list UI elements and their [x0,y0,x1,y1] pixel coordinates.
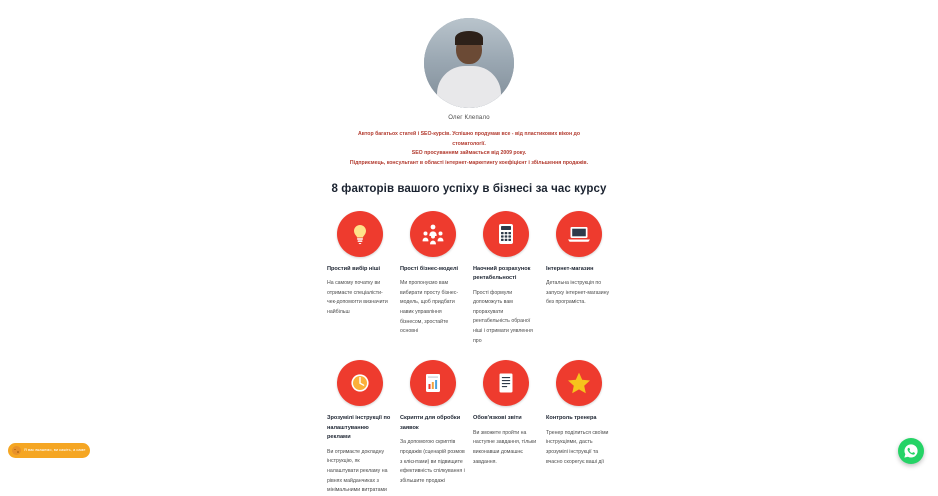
feature-title: Простий вибір ніші [327,265,381,272]
cookie-consent-banner[interactable] [8,443,90,458]
feature-item [473,360,538,496]
feature-title: Обов'язкові звіти [473,415,522,422]
profile-bio-line: Автор багатьох статей і SEO-курсів. Успішно продумав все - від пластикових вікон до стоматології. [357,131,581,147]
feature-item [400,211,465,347]
feature-text: Ви отримаєте докладну інструкцію, як налаштувати рекламу на рівнях майданчиках з мінімальними витратами [327,448,388,494]
clock-money-icon [337,360,383,406]
feature-item [473,211,538,347]
feature-item [327,360,392,496]
whatsapp-chat-button[interactable] [898,438,924,464]
profile-bio-line: Підприємець, консультант в області інтернет-маркетингу коефіцієнт і збільшення продажів. [349,159,589,166]
feature-item [327,211,392,347]
features-grid [313,211,625,496]
people-group-icon [410,211,456,257]
feature-item [546,360,611,496]
feature-title: Інтернет-магазин [546,265,594,272]
feature-item [400,360,465,496]
feature-text: На самому початку ви отримаєте спеціалісти-чек-допомогти визначити найбільш [327,280,388,315]
profile-bio [344,130,594,169]
calculator-icon [483,211,529,257]
profile-section [313,0,625,169]
avatar-hair-shape [455,31,483,45]
feature-text: Ви зможете пройти на наступне завдання, тільки виконавши домашнє завдання. [473,429,537,465]
feature-title: Контроль тренера [546,415,597,422]
star-icon [556,360,602,406]
whatsapp-icon [903,443,919,459]
feature-title: Наочний розрахунок рентабельності [473,265,531,281]
feature-text: Ми пропонуємо вам вибирати просту бізнес-модель, щоб придбати навик управління бізнесом, зростайте основні [400,280,459,335]
profile-name: Олег Клепало [448,115,490,121]
cookie-consent-text: Я вас вкажемо, ви кажіть, а саме [24,447,86,453]
feature-title: Прості бізнес-моделі [400,265,459,272]
page-content-column [313,0,625,494]
laptop-icon [556,211,602,257]
feature-text: Детальна інструкція по запуску інтернет-магазину без програміста. [546,280,610,306]
page-title: 8 факторів вашого успіху в бізнесі за час курсу [331,182,607,195]
chart-document-icon [410,360,456,406]
feature-title: Скрипти для обробки заявок [400,415,461,431]
lightbulb-icon [337,211,383,257]
feature-item [546,211,611,347]
report-icon [483,360,529,406]
profile-bio-line: SEO просуванням займається від 2009 року. [411,150,527,157]
avatar [424,18,514,108]
feature-text: За допомогою скриптів продажів (сценарій розмов з клієнтами) ви підвищите ефективність спілкування і збільшите продажі [400,439,465,484]
feature-title: Зрозумілі інструкції по налаштуванню реклами [327,415,391,441]
feature-text: Прості формули допоможуть вам прорахувати рентабельність обраної ніші і отримати уявлення про [473,289,533,344]
cookie-icon [12,446,21,455]
feature-text: Тренер поділиться своїми інструкціями, дасть зрозумілі інструкції та вчасно скорегує ваші дії [546,429,609,465]
avatar-body-shape [437,66,501,108]
